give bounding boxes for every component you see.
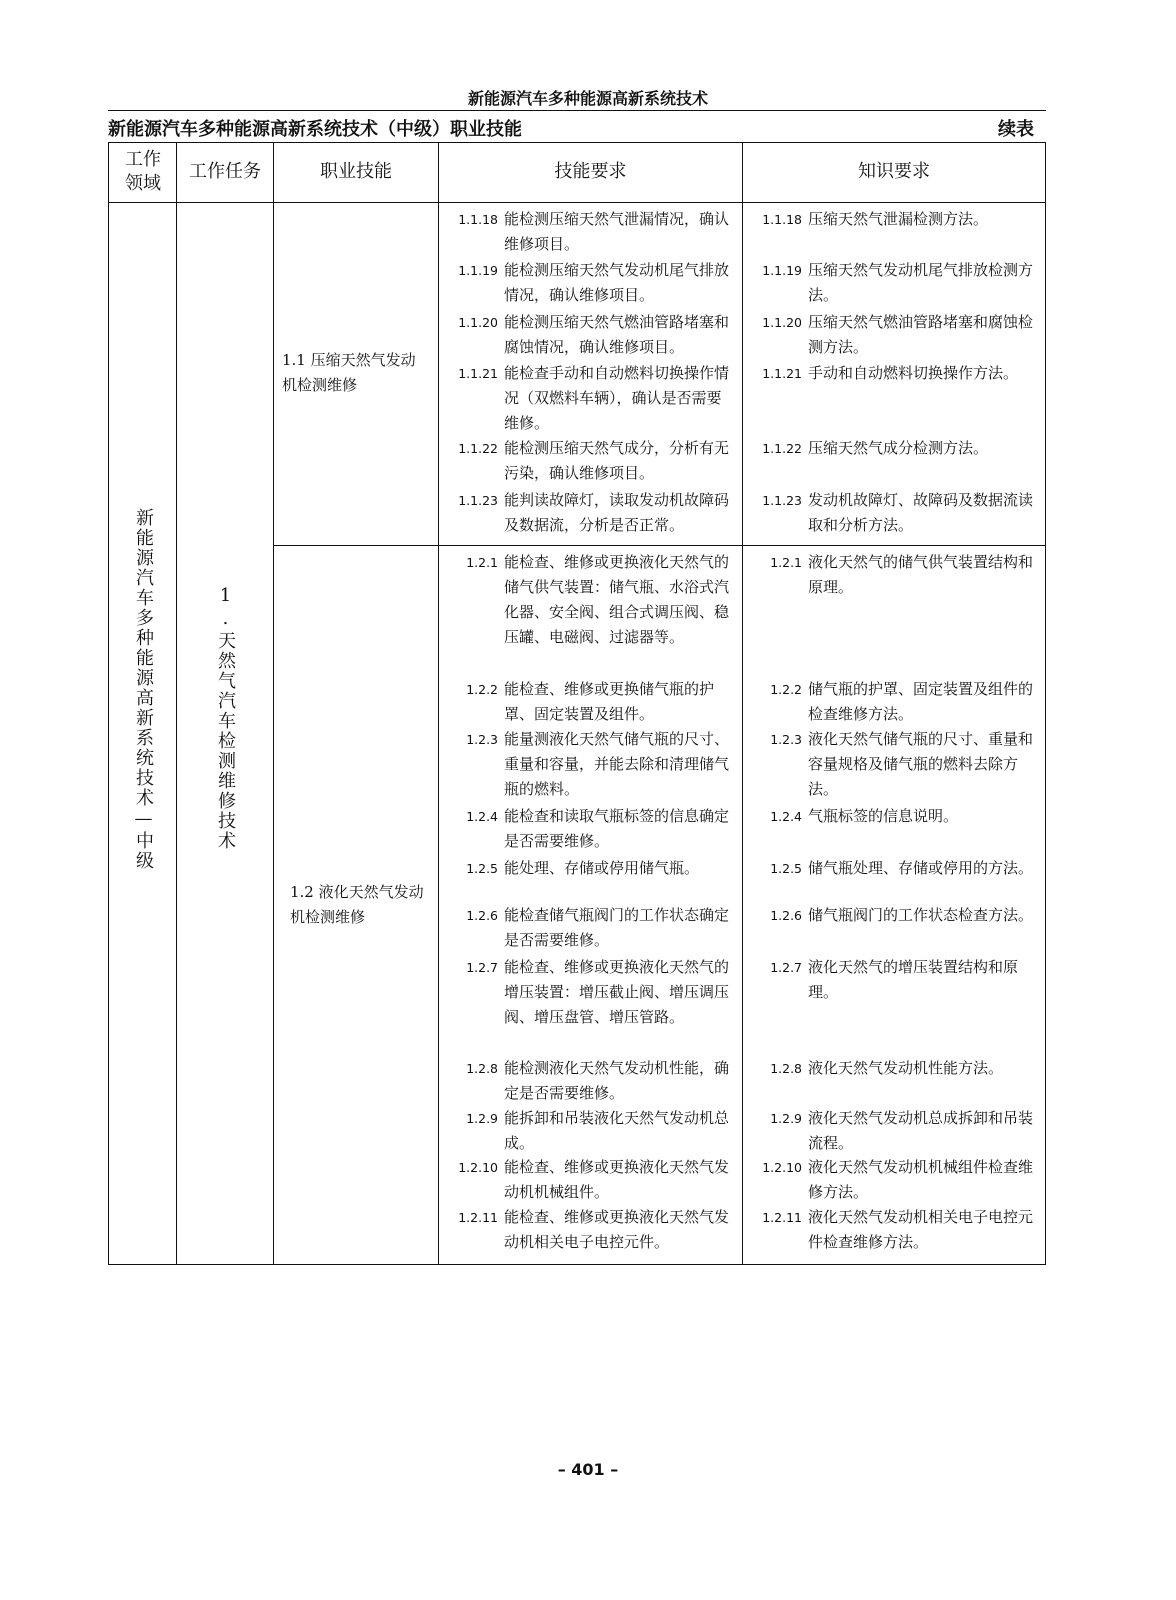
item-text: 能检查手动和自动燃料切换操作情况（双燃料车辆），确认是否需要维修。 [504, 364, 730, 432]
item-text: 液化天然气储气瓶的尺寸、重量和容量规格及储气瓶的燃料去除方法。 [808, 730, 1034, 798]
item-text: 储气瓶阀门的工作状态检查方法。 [808, 906, 1034, 924]
knowledge-requirement-item [750, 310, 1038, 360]
table-title: 新能源汽车多种能源高新系统技术（中级）职业技能 [108, 119, 522, 140]
column-header-skill-requirements: 技能要求 [554, 161, 627, 182]
column-divider [176, 142, 177, 1265]
item-number: 1.2.11 [458, 1210, 498, 1225]
skill-requirement-item [446, 1106, 736, 1156]
item-number: 1.2.5 [466, 861, 498, 876]
item-number: 1.2.6 [466, 908, 498, 923]
knowledge-requirement-item [750, 207, 1038, 232]
item-number: 1.1.19 [762, 263, 802, 278]
item-number: 1.1.21 [762, 366, 802, 381]
item-text: 能检查、维修或更换液化天然气的储气供气装置：储气瓶、水浴式汽化器、安全阀、组合式调压阀、稳压罐、电磁阀、过滤器等。 [504, 553, 730, 646]
running-header: 新能源汽车多种能源高新系统技术 [467, 89, 708, 108]
item-number: 1.1.21 [458, 366, 498, 381]
item-text: 能检查、维修或更换液化天然气发动机机械组件。 [504, 1158, 730, 1201]
skill-requirement-item [446, 856, 736, 881]
column-header-skill: 职业技能 [320, 161, 392, 182]
item-text: 能检查、维修或更换储气瓶的护罩、固定装置及组件。 [504, 680, 715, 723]
skill-requirement-item [446, 550, 736, 650]
item-text: 储气瓶的护罩、固定装置及组件的检查维修方法。 [808, 680, 1034, 723]
skill-requirement-item [446, 727, 736, 802]
knowledge-requirement-item [750, 1106, 1038, 1156]
item-number: 1.2.5 [770, 861, 802, 876]
item-number: 1.2.7 [770, 960, 802, 975]
item-text: 液化天然气发动机相关电子电控元件检查维修方法。 [808, 1208, 1034, 1251]
item-number: 1.2.3 [770, 732, 802, 747]
item-number: 1.1.20 [762, 315, 802, 330]
item-number: 1.2.7 [466, 960, 498, 975]
skill-label: 1.1 压缩天然气发动机检测维修 [282, 351, 416, 394]
item-number: 1.2.4 [770, 809, 802, 824]
header-row-divider [108, 202, 1046, 203]
skill-requirement-item [446, 361, 736, 436]
item-text: 液化天然气发动机总成拆卸和吊装流程。 [808, 1109, 1034, 1152]
item-text: 能检测压缩天然气燃油管路堵塞和腐蚀情况，确认维修项目。 [504, 313, 730, 356]
item-number: 1.1.20 [458, 315, 498, 330]
item-text: 能检测压缩天然气成分，分析有无污染，确认维修项目。 [504, 439, 730, 482]
skill-requirement-item [446, 955, 736, 1030]
item-number: 1.2.1 [466, 555, 498, 570]
work-domain-cell: 新能源汽车多种能源高新系统技术—中级 [133, 508, 154, 871]
knowledge-requirement-item [750, 1056, 1038, 1081]
column-header-domain: 工作领域 [125, 149, 161, 194]
item-number: 1.2.1 [770, 555, 802, 570]
item-number: 1.2.11 [762, 1210, 802, 1225]
item-number: 1.2.8 [770, 1061, 802, 1076]
knowledge-requirement-item [750, 258, 1038, 308]
item-text: 能判读故障灯，读取发动机故障码及数据流，分析是否正常。 [504, 491, 730, 534]
knowledge-requirement-item [750, 361, 1038, 386]
skill-requirement-item [446, 677, 736, 727]
knowledge-requirement-item [750, 903, 1038, 928]
item-number: 1.2.6 [770, 908, 802, 923]
item-number: 1.1.22 [762, 441, 802, 456]
skill-requirement-item [446, 436, 736, 486]
knowledge-requirement-item [750, 1205, 1038, 1255]
item-text: 压缩天然气成分检测方法。 [808, 439, 989, 457]
item-text: 能检查和读取气瓶标签的信息确定是否需要维修。 [504, 807, 730, 850]
item-number: 1.2.10 [762, 1160, 802, 1175]
item-number: 1.2.9 [770, 1111, 802, 1126]
item-text: 压缩天然气泄漏检测方法。 [808, 210, 989, 228]
knowledge-requirement-item [750, 856, 1038, 881]
item-number: 1.1.19 [458, 263, 498, 278]
header-rule [108, 110, 1046, 111]
item-text: 能处理、存储或停用储气瓶。 [504, 859, 700, 877]
column-divider [273, 142, 274, 1265]
skill-requirement-item [446, 310, 736, 360]
skill-requirement-item [446, 1056, 736, 1106]
item-text: 气瓶标签的信息说明。 [808, 807, 959, 825]
item-text: 压缩天然气燃油管路堵塞和腐蚀检测方法。 [808, 313, 1034, 356]
column-header-knowledge-requirements: 知识要求 [858, 161, 930, 182]
item-text: 能量测液化天然气储气瓶的尺寸、重量和容量，并能去除和清理储气瓶的燃料。 [504, 730, 730, 798]
knowledge-requirement-item [750, 488, 1038, 538]
item-text: 储气瓶处理、存储或停用的方法。 [808, 859, 1034, 877]
item-number: 1.2.9 [466, 1111, 498, 1126]
item-text: 液化天然气的增压装置结构和原理。 [808, 958, 1019, 1001]
item-text: 手动和自动燃料切换操作方法。 [808, 364, 1019, 382]
knowledge-requirement-item [750, 550, 1038, 600]
item-text: 液化天然气的储气供气装置结构和原理。 [808, 553, 1034, 596]
item-text: 能检测压缩天然气泄漏情况，确认维修项目。 [504, 210, 730, 253]
knowledge-requirement-item [750, 727, 1038, 802]
knowledge-requirement-item [750, 804, 1038, 829]
item-text: 能检测压缩天然气发动机尾气排放情况，确认维修项目。 [504, 261, 730, 304]
column-divider [438, 142, 439, 1265]
skill-requirement-item [446, 207, 736, 257]
knowledge-requirement-item [750, 955, 1038, 1005]
item-text: 能检查储气瓶阀门的工作状态确定是否需要维修。 [504, 906, 730, 949]
item-text: 发动机故障灯、故障码及数据流读取和分析方法。 [808, 491, 1034, 534]
skill-requirement-item [446, 258, 736, 308]
item-number: 1.2.2 [770, 682, 802, 697]
item-text: 压缩天然气发动机尾气排放检测方法。 [808, 261, 1034, 304]
item-number: 1.1.18 [762, 212, 802, 227]
item-number: 1.2.3 [466, 732, 498, 747]
continued-label: 续表 [998, 119, 1034, 140]
knowledge-requirement-item [750, 677, 1038, 727]
item-number: 1.2.8 [466, 1061, 498, 1076]
item-number: 1.1.22 [458, 441, 498, 456]
item-text: 能检查、维修或更换液化天然气发动机相关电子电控元件。 [504, 1208, 730, 1251]
knowledge-requirement-item [750, 436, 1038, 461]
item-number: 1.2.4 [466, 809, 498, 824]
work-task-cell: 1.天然气汽车检测维修技术 [215, 585, 236, 851]
item-text: 能拆卸和吊装液化天然气发动机总成。 [504, 1109, 730, 1152]
skill-row-divider [273, 545, 1046, 546]
item-number: 1.2.10 [458, 1160, 498, 1175]
skill-requirement-item [446, 903, 736, 953]
skill-requirement-item [446, 1205, 736, 1255]
column-header-task: 工作任务 [189, 161, 261, 182]
skill-label: 1.2 液化天然气发动机检测维修 [290, 883, 424, 926]
item-text: 能检测液化天然气发动机性能，确定是否需要维修。 [504, 1059, 730, 1102]
item-text: 液化天然气发动机机械组件检查维修方法。 [808, 1158, 1034, 1201]
item-text: 能检查、维修或更换液化天然气的增压装置：增压截止阀、增压调压阀、增压盘管、增压管路。 [504, 958, 730, 1026]
item-number: 1.1.23 [762, 493, 802, 508]
knowledge-requirement-item [750, 1155, 1038, 1205]
item-number: 1.1.23 [458, 493, 498, 508]
skill-requirement-item [446, 804, 736, 854]
item-text: 液化天然气发动机性能方法。 [808, 1059, 1004, 1077]
item-number: 1.2.2 [466, 682, 498, 697]
skill-requirement-item [446, 1155, 736, 1205]
skill-requirement-item [446, 488, 736, 538]
item-number: 1.1.18 [458, 212, 498, 227]
column-divider [742, 142, 743, 1265]
page-number: – 401 – [557, 1460, 619, 1479]
